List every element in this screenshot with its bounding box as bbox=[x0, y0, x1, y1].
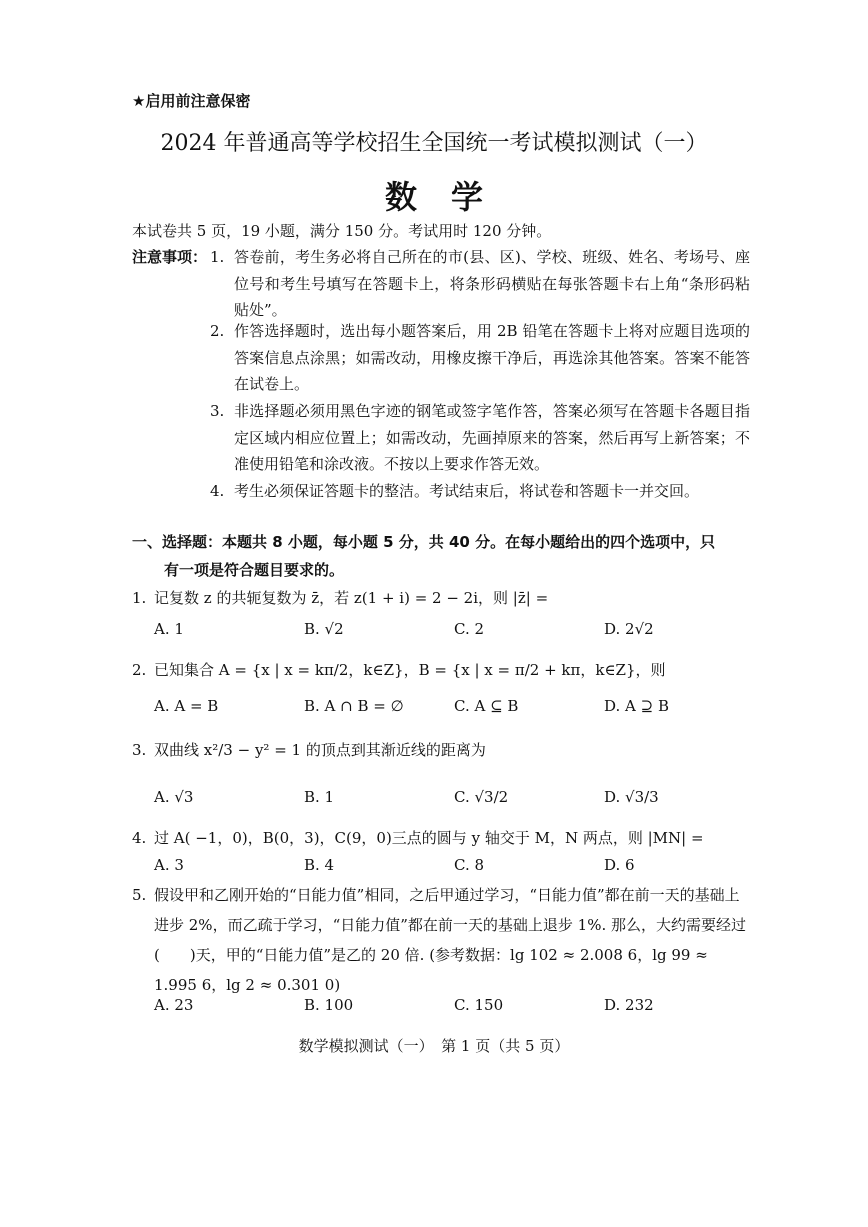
note-item bbox=[210, 244, 750, 324]
question-number: 1. bbox=[132, 589, 147, 607]
option-d: D. √3/3 bbox=[604, 788, 659, 806]
option-b: B. A ∩ B = ∅ bbox=[304, 697, 404, 715]
option-d: D. 232 bbox=[604, 996, 654, 1014]
note-text: 考生必须保证答题卡的整洁。考试结束后，将试卷和答题卡一并交回。 bbox=[234, 482, 700, 500]
question-5-options bbox=[154, 996, 754, 1014]
question-stem: 过 A( −1，0)，B(0，3)，C(9，0)三点的圆与 y 轴交于 M，N 两点，则 |MN| = bbox=[154, 829, 704, 847]
option-c: C. 8 bbox=[454, 856, 485, 874]
option-a: A. 1 bbox=[154, 620, 184, 638]
note-number: 1. bbox=[210, 248, 225, 266]
option-b: B. 4 bbox=[304, 856, 335, 874]
question-2-options bbox=[154, 697, 754, 715]
option-c: C. A ⊆ B bbox=[454, 697, 519, 715]
question-3-options bbox=[154, 788, 754, 806]
option-b: B. 100 bbox=[304, 996, 354, 1014]
note-text: 答卷前，考生务必将自己所在的市(县、区)、学校、班级、姓名、考场号、座位号和考生号填写在答题卡上，将条形码横贴在每张答题卡右上角“条形码粘贴处”。 bbox=[234, 248, 750, 319]
question-4 bbox=[132, 824, 748, 852]
question-2 bbox=[132, 656, 748, 684]
question-4-options bbox=[154, 856, 754, 874]
note-number: 2. bbox=[210, 322, 225, 340]
subject-title: 数学 bbox=[384, 178, 517, 216]
confidential-notice: ★启用前注意保密 bbox=[132, 92, 251, 110]
option-d: D. 6 bbox=[604, 856, 635, 874]
question-stem: 双曲线 x²/3 − y² = 1 的顶点到其渐近线的距离为 bbox=[154, 741, 486, 759]
option-b: B. 1 bbox=[304, 788, 335, 806]
question-1-options bbox=[154, 620, 754, 638]
question-stem: 假设甲和乙刚开始的“日能力值”相同，之后甲通过学习，“日能力值”都在前一天的基础上进步 2%，而乙疏于学习，“日能力值”都在前一天的基础上退步 1%. 那么，大约需要经过( )天，甲的“日能力值”是乙的 20 倍. (参考数据：lg 102 ≈ 2.008 6，lg 99 ≈ 1.995 6，lg 2 ≈ 0.301 0) bbox=[154, 886, 747, 994]
question-stem: 记复数 z 的共轭复数为 z̄，若 z(1 + i) = 2 − 2i，则 |z̄| = bbox=[154, 589, 549, 607]
note-number: 4. bbox=[210, 482, 225, 500]
question-number: 5. bbox=[132, 886, 147, 904]
option-a: A. 23 bbox=[154, 996, 194, 1014]
question-number: 4. bbox=[132, 829, 147, 847]
section-heading-line2: 有一项是符合题目要求的。 bbox=[164, 561, 345, 579]
option-a: A. A = B bbox=[154, 697, 219, 715]
section-heading bbox=[132, 528, 748, 584]
note-item bbox=[210, 318, 750, 398]
option-d: D. 2√2 bbox=[604, 620, 654, 638]
option-b: B. √2 bbox=[304, 620, 344, 638]
note-text: 作答选择题时，选出每小题答案后，用 2B 铅笔在答题卡上将对应题目选项的答案信息点涂黑；如需改动，用橡皮擦干净后，再选涂其他答案。答案不能答在试卷上。 bbox=[234, 322, 750, 393]
option-a: A. √3 bbox=[154, 788, 194, 806]
section-heading-line1: 一、选择题：本题共 8 小题，每小题 5 分，共 40 分。在每小题给出的四个选项中，只 bbox=[132, 533, 716, 551]
exam-intro: 本试卷共 5 页，19 小题，满分 150 分。考试用时 120 分钟。 bbox=[132, 222, 552, 240]
note-item bbox=[210, 398, 750, 478]
option-c: C. 2 bbox=[454, 620, 485, 638]
notes-label: 注意事项： bbox=[132, 248, 208, 266]
exam-title: 2024 年普通高等学校招生全国统一考试模拟测试（一） bbox=[160, 131, 708, 156]
note-text: 非选择题必须用黑色字迹的钢笔或签字笔作答，答案必须写在答题卡各题目指定区域内相应位置上；如需改动，先画掉原来的答案，然后再写上新答案；不准使用铅笔和涂改液。不按以上要求作答无效。 bbox=[234, 402, 750, 473]
question-3 bbox=[132, 736, 748, 764]
option-a: A. 3 bbox=[154, 856, 184, 874]
page-footer: 数学模拟测试（一） 第 1 页（共 5 页） bbox=[298, 1037, 570, 1055]
note-item bbox=[210, 478, 750, 505]
option-c: C. 150 bbox=[454, 996, 504, 1014]
question-5 bbox=[132, 880, 748, 1000]
question-1 bbox=[132, 584, 748, 612]
question-number: 3. bbox=[132, 741, 147, 759]
question-number: 2. bbox=[132, 661, 147, 679]
option-c: C. √3/2 bbox=[454, 788, 509, 806]
question-stem: 已知集合 A = {x | x = kπ/2，k∈Z}，B = {x | x = π/2 + kπ，k∈Z}，则 bbox=[154, 661, 666, 679]
option-d: D. A ⊇ B bbox=[604, 697, 669, 715]
note-number: 3. bbox=[210, 402, 225, 420]
